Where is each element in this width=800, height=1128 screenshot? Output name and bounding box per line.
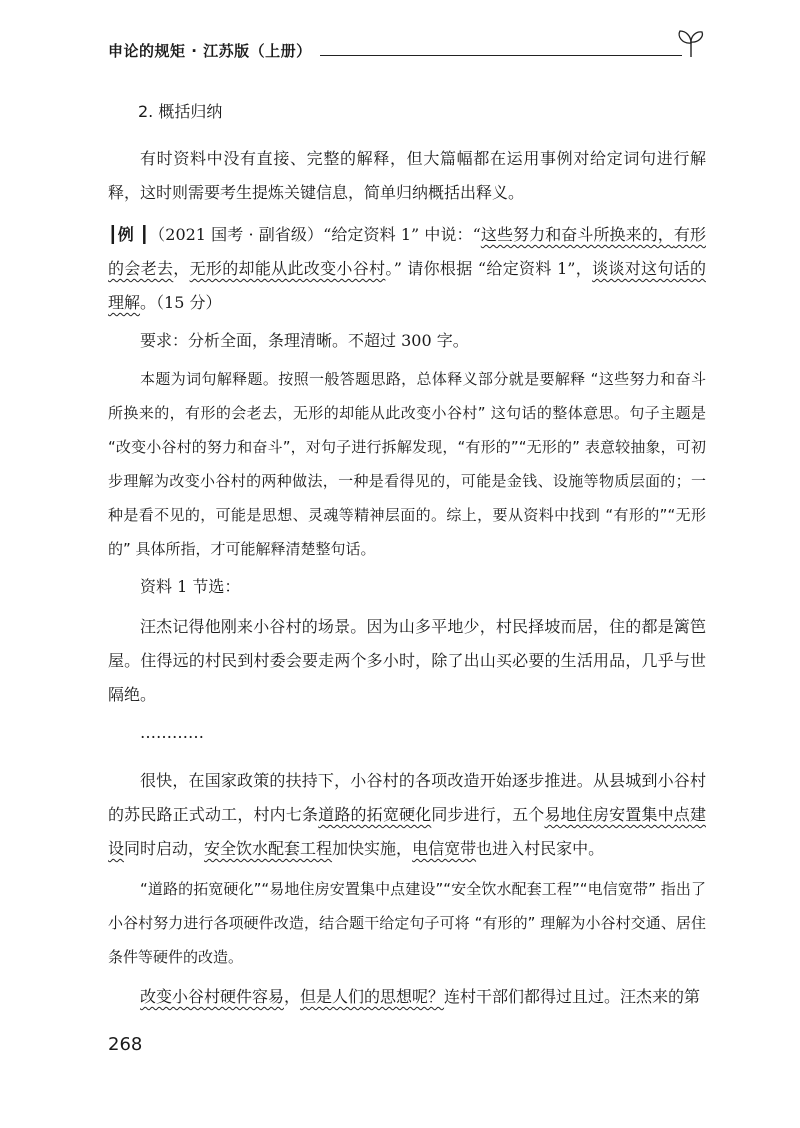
page-body: [108, 100, 706, 1014]
excerpt2-underline-4: 电信宽带: [412, 839, 477, 858]
excerpt2-text-3: 同时启动，: [124, 839, 205, 858]
analysis-paragraph-2: “道路的拓宽硬化”“易地住房安置集中点建设”“安全饮水配套工程”“电信宽带” 指出了小谷村努力进行各项硬件改造，结合题干给定句子可将 “有形的” 理解为小谷村交通、居住条件等硬件的改造。: [108, 880, 706, 966]
quote-comma: ，: [173, 259, 190, 278]
quote-part-3: 无形的却能从此改变小谷村: [189, 259, 386, 278]
excerpt3-text-1: ，: [284, 987, 301, 1006]
excerpt2-underline-2: 易地住房安置集中点建设: [108, 805, 706, 858]
requirement: 要求：分析全面，条理清晰。不超过 300 字。: [140, 331, 469, 350]
example-source: （2021 国考 · 副省级）“给定资料 1” 中说：“: [149, 225, 481, 244]
excerpt-paragraph-3: [108, 980, 706, 1014]
example-question: [108, 218, 706, 320]
excerpt-paragraph-1: 汪杰记得他刚来小谷村的场景。因为山多平地少，村民择坡而居，住的都是篱笆屋。住得远的村民到村委会要走两个多小时，除了出山买必要的生活用品，几乎与世隔绝。: [108, 617, 706, 704]
question-task: 谈谈对这句话的理解: [108, 259, 706, 312]
excerpt3-underline-2: 但是人们的思想呢？: [300, 987, 445, 1006]
after-quote: 。” 请你根据 “给定资料 1”，: [385, 259, 593, 278]
quote-part-1: 这些努力和奋斗所换来的，: [480, 225, 674, 244]
question-score: 。（15 分）: [140, 293, 222, 312]
intro-paragraph: 有时资料中没有直接、完整的解释，但大篇幅都在运用事例对给定词句进行解释，这时则需要考生提炼关键信息，简单归纳概括出释义。: [108, 149, 706, 202]
excerpt3-text-2: 连村干部们都得过且过。汪杰来的第: [444, 987, 701, 1006]
excerpt3-underline-1: 改变小谷村硬件容易: [140, 987, 285, 1006]
sprout-icon: [674, 28, 708, 58]
page-number: 268: [108, 1034, 143, 1055]
section-title: 2. 概括归纳: [138, 102, 223, 121]
example-marker: ┃例 ┃: [108, 225, 150, 244]
excerpt2-text-5: 也进入村民家中。: [476, 839, 605, 858]
ellipsis: …………: [140, 723, 204, 742]
excerpt2-text-1: 很快，在国家政策的扶持下，小谷村的各项改造开始逐步推进。从县城到小谷村的苏民路正式动工，村内七条: [108, 771, 706, 824]
book-title: 申论的规矩 · 江苏版（上册）: [108, 42, 312, 60]
excerpt2-text-4: 加快实施，: [332, 839, 413, 858]
header-rule: [320, 55, 682, 56]
running-header: [108, 28, 708, 68]
excerpt-paragraph-2: [108, 764, 706, 866]
analysis-paragraph-1: 本题为词句解释题。按照一般答题思路，总体释义部分就是要解释 “这些努力和奋斗所换来的，有形的会老去，无形的却能从此改变小谷村” 这句话的整体意思。句子主题是 “改变小谷村的努力和奋斗”，对句子进行拆解发现，“有形的”“无形的” 表意较抽象，可初步理解为改变小谷村的两种做法，一种是看得见的，可能是金钱、设施等物质层面的；一种是看不见的，可能是思想、灵魂等精神层面的。综上，要从资料中找到 “有形的”“无形的” 具体所指，才可能解释清楚整句话。: [108, 370, 706, 558]
excerpt2-underline-1: 道路的拓宽硬化: [318, 805, 432, 824]
excerpt2-text-2: 同步进行，五个: [431, 805, 545, 824]
quote-part-2: 有形的会老去: [108, 225, 706, 278]
excerpt-label: 资料 1 节选：: [140, 577, 241, 596]
excerpt2-underline-3: 安全饮水配套工程: [204, 839, 333, 858]
